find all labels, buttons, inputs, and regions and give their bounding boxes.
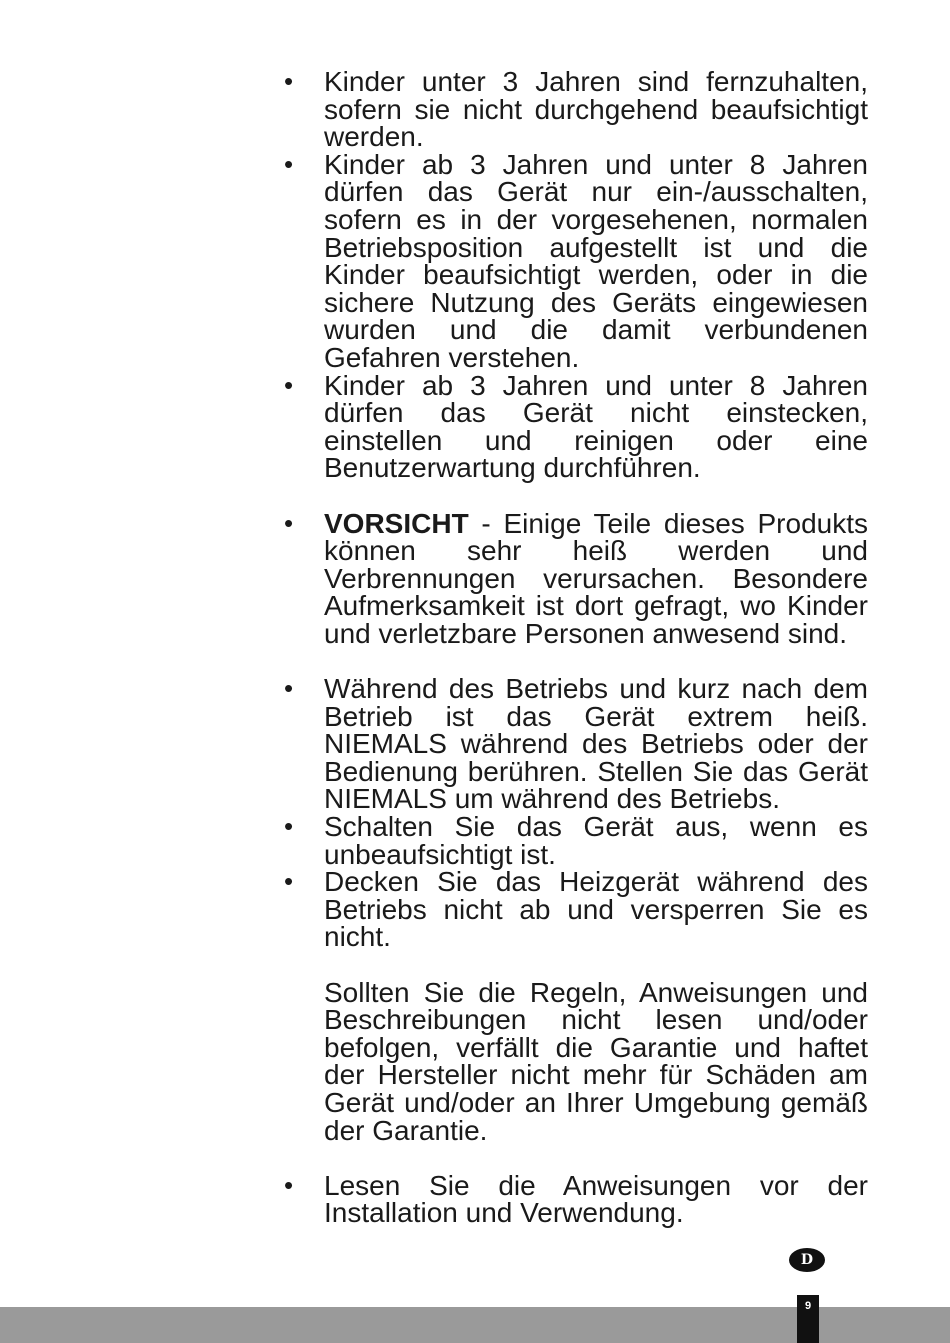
spacer (284, 1144, 868, 1172)
bullet-icon: • (284, 66, 294, 96)
warranty-paragraph: Sollten Sie die Regeln, Anweisungen und Beschreibungen nicht lesen und/oder befolgen, verfällt die Garantie und haftet der Hersteller nicht mehr für Schäden am Gerät und/oder an Ihrer Umgebung gemäß der Garantie. (324, 976, 868, 1146)
bullet-icon: • (284, 507, 294, 538)
spacer (284, 647, 868, 675)
warning-label: VORSICHT (324, 507, 469, 539)
list-item: • Während des Betriebs und kurz nach dem Betrieb ist das Gerät extrem heiß. NIEMALS während des Betriebs oder der Bedienung berühren. Stellen Sie das Gerät NIEMALS um während des Betriebs. (284, 673, 868, 815)
bullet-icon: • (284, 673, 294, 704)
spacer (284, 482, 868, 510)
list-item-warning: • VORSICHT - Einige Teile dieses Produkts können sehr heiß werden und Verbrennungen verursachen. Besondere Aufmerksamkeit ist dort gefragt, wo Kinder und verletzbare Personen anwesend sind. (284, 507, 868, 649)
bullet-icon: • (284, 1169, 294, 1200)
list-item: • Decken Sie das Heizgerät während des Betriebs nicht ab und versperren Sie es nicht. (284, 866, 868, 953)
list-item: • Kinder unter 3 Jahren sind fernzuhalten, sofern sie nicht durchgehend beaufsichtigt werden. (284, 66, 868, 153)
bullet-icon: • (284, 148, 294, 179)
bullet-icon: • (284, 811, 294, 842)
list-item: • Kinder ab 3 Jahren und unter 8 Jahren dürfen das Gerät nicht einstecken, einstellen und reinigen oder eine Benutzerwartung durchführen. (284, 369, 868, 484)
page-number: 9 (797, 1295, 819, 1343)
bullet-icon: • (284, 369, 294, 400)
safety-instructions (284, 68, 868, 1227)
spacer (284, 951, 868, 979)
bullet-icon: • (284, 866, 294, 897)
list-item: • Schalten Sie das Gerät aus, wenn es unbeaufsichtigt ist. (284, 811, 868, 870)
list-item: • Kinder ab 3 Jahren und unter 8 Jahren dürfen das Gerät nur ein-/ausschalten, sofern es in der vorgesehenen, normalen Betriebsposition aufgestellt ist und die Kinder beaufsichtigt werden, oder in die sichere Nutzung des Geräts eingewiesen wurden und die damit verbundenen Gefahren verstehen. (284, 148, 868, 373)
language-badge: D (789, 1248, 825, 1272)
list-item: • Lesen Sie die Anweisungen vor der Installation und Verwendung. (284, 1169, 868, 1229)
